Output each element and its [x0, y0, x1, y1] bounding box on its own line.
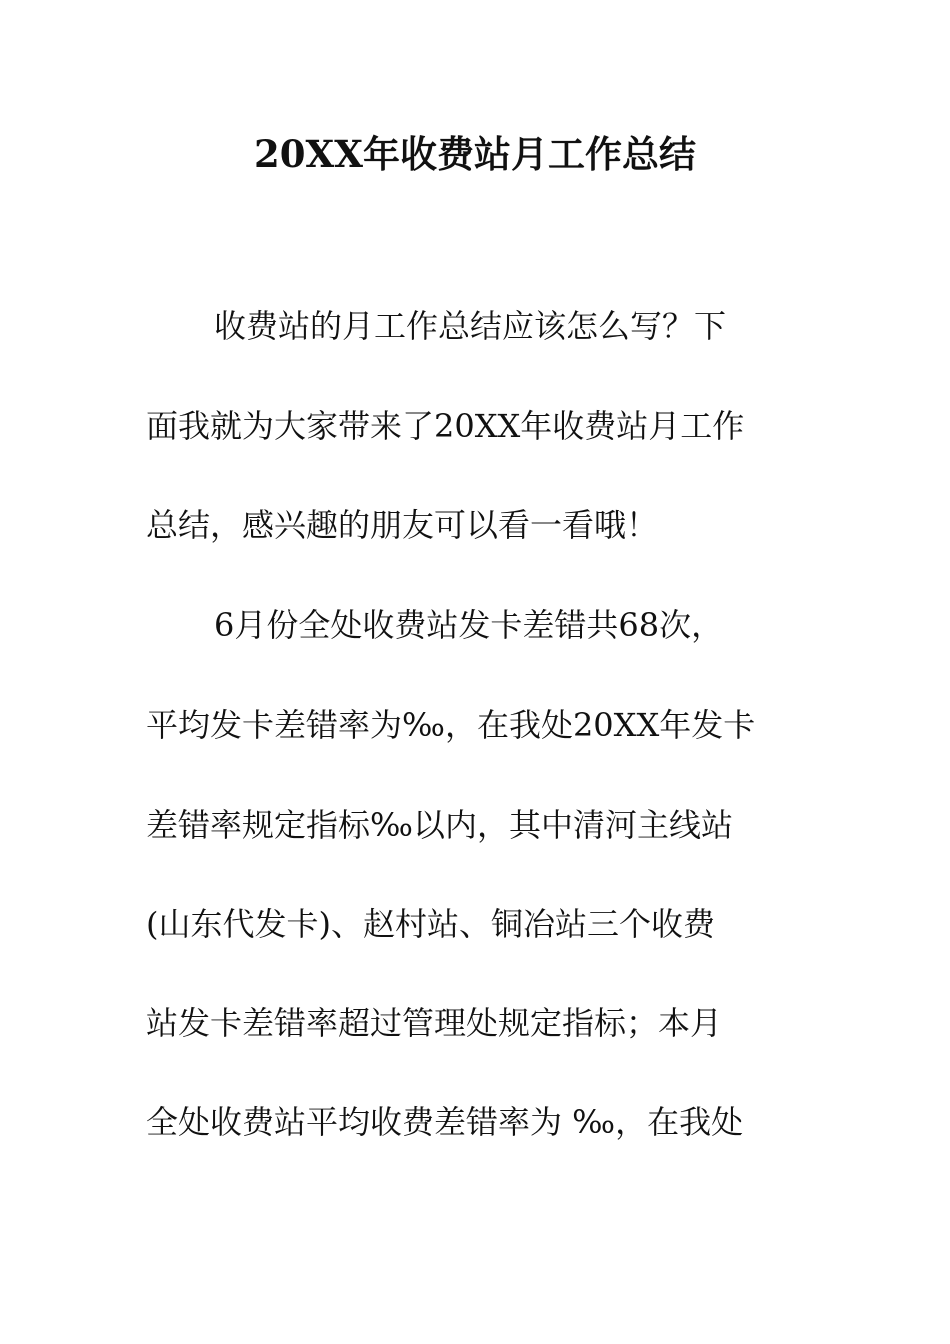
paragraph-2-line-5: 站发卡差错率超过管理处规定指标；本月	[146, 1004, 723, 1042]
paragraph-1-line-3: 总结，感兴趣的朋友可以看一看哦！	[146, 506, 659, 544]
document-title: 20XX年收费站月工作总结	[254, 132, 696, 176]
paragraph-1-line-1: 收费站的月工作总结应该怎么写？下	[214, 307, 727, 345]
paragraph-2-line-3: 差错率规定指标‰以内，其中清河主线站	[146, 806, 733, 844]
paragraph-1-line-2: 面我就为大家带来了20XX年收费站月工作	[146, 407, 745, 445]
paragraph-2-line-4: (山东代发卡)、赵村站、铜冶站三个收费	[146, 905, 715, 943]
paragraph-2-line-1: 6月份全处收费站发卡差错共68次，	[214, 606, 724, 644]
paragraph-2-line-2: 平均发卡差错率为‰，在我处20XX年发卡	[146, 706, 756, 744]
paragraph-2-line-6: 全处收费站平均收费差错率为 ‰，在我处	[146, 1103, 744, 1141]
